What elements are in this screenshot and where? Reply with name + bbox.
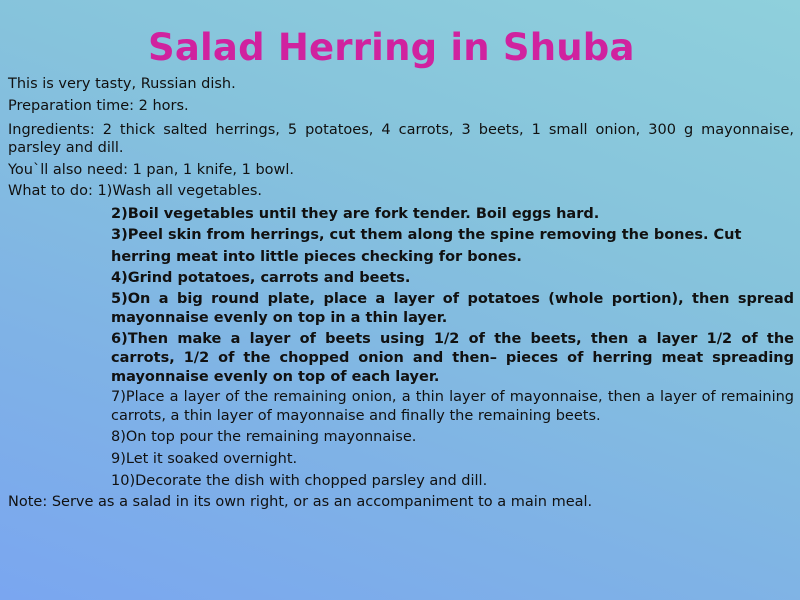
what-to-do-text: What to do: 1)Wash all vegetables. bbox=[8, 183, 263, 199]
step-2: 2)Boil vegetables until they are fork tender. Boil eggs hard. bbox=[111, 206, 600, 222]
step-3-line-1: 3)Peel skin from herrings, cut them along the spine removing the bones. Cut bbox=[111, 227, 742, 243]
step-6: 6)Then make a layer of beets using 1/2 of the beets, then a layer 1/2 of the carrots, 1/2 of the chopped onion and then– pieces of herring meat spreading mayonnaise evenly on top of each layer. bbox=[111, 331, 794, 385]
step-3-line-2: herring meat into little pieces checking for bones. bbox=[111, 249, 522, 265]
prep-time-text: Preparation time: 2 hors. bbox=[8, 98, 189, 114]
step-7: 7)Place a layer of the remaining onion, a thin layer of mayonnaise, then a layer of remaining carrots, a thin layer of mayonnaise and finally the remaining beets. bbox=[111, 389, 794, 424]
intro-text: This is very tasty, Russian dish. bbox=[8, 76, 236, 92]
page-title: Salad Herring in Shuba bbox=[148, 26, 635, 69]
step-10: 10)Decorate the dish with chopped parsley and dill. bbox=[111, 473, 488, 489]
step-8: 8)On top pour the remaining mayonnaise. bbox=[111, 429, 417, 445]
step-9: 9)Let it soaked overnight. bbox=[111, 451, 298, 467]
step-5: 5)On a big round plate, place a layer of potatoes (whole portion), then spread mayonnaise evenly on top in a thin layer. bbox=[111, 291, 794, 326]
note-text: Note: Serve as a salad in its own right, or as an accompaniment to a main meal. bbox=[8, 494, 593, 510]
ingredients-text: Ingredients: 2 thick salted herrings, 5 potatoes, 4 carrots, 3 beets, 1 small onion, 300 g mayonnaise, parsley and dill. bbox=[8, 122, 794, 156]
step-4: 4)Grind potatoes, carrots and beets. bbox=[111, 270, 411, 286]
also-need-text: You`ll also need: 1 pan, 1 knife, 1 bowl. bbox=[8, 162, 295, 178]
